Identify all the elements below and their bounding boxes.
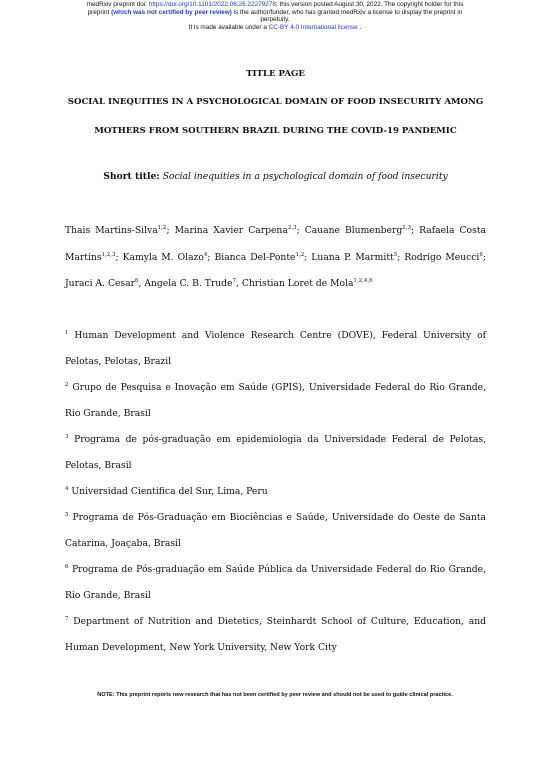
affiliation-list bbox=[65, 323, 486, 661]
author-name: Christian Loret de Mola bbox=[241, 278, 354, 289]
author-affiliation-marker: 7 bbox=[232, 278, 236, 284]
author-separator: ; bbox=[397, 251, 405, 263]
affiliation-number: 2 bbox=[65, 382, 69, 388]
author-name: Luana P. Marmitt bbox=[311, 251, 394, 263]
page-label: TITLE PAGE bbox=[246, 69, 305, 79]
author-affiliation-marker: 5 bbox=[393, 251, 398, 258]
affiliation-text: Universidad Cientifica del Sur, Lima, Peru bbox=[71, 486, 268, 497]
license-link[interactable]: CC-BY 4.0 International license bbox=[268, 23, 358, 31]
affiliation-number: 1 bbox=[65, 330, 69, 336]
author-affiliation-marker: 4 bbox=[203, 251, 208, 258]
paper-title-line-2: MOTHERS FROM SOUTHERN BRAZIL DURING THE COVID-19 PANDEMIC bbox=[94, 126, 457, 136]
affiliation-text: Programa de Pós-graduação em Saúde Pública da Universidade Federal do Rio Grande, Rio Grande, Brasil bbox=[65, 564, 486, 601]
author-name: Juraci A. Cesar bbox=[65, 278, 136, 289]
author-separator: , bbox=[138, 278, 145, 289]
title-block bbox=[65, 68, 486, 137]
author-separator: ; bbox=[115, 251, 123, 263]
affiliation-number: 3 bbox=[65, 434, 69, 440]
affiliation-number: 6 bbox=[65, 564, 69, 570]
affiliation-item bbox=[65, 479, 486, 505]
affiliation-text: Department of Nutrition and Dietetics, Steinhardt School of Culture, Education, and Human Development, New York University, New York City bbox=[65, 616, 486, 653]
affiliation-item bbox=[65, 375, 486, 427]
author-affiliation-marker: 1,2,3 bbox=[101, 251, 116, 258]
affiliation-text: Human Development and Violence Research Centre (DOVE), Federal University of Pelotas, Pelotas, Brazil bbox=[65, 330, 486, 367]
affiliation-item bbox=[65, 557, 486, 609]
author-name: Marina Xavier Carpena bbox=[174, 225, 288, 236]
affiliation-item bbox=[65, 323, 486, 375]
footer-note: NOTE: This preprint reports new research that has not been certified by peer review and should not be used to guide clinical practice. bbox=[97, 692, 453, 698]
author-name: Cauane Blumenberg bbox=[304, 225, 403, 236]
author-separator: ; bbox=[482, 251, 486, 263]
author-name: Angela C. B. Trude bbox=[144, 278, 233, 289]
author-list bbox=[65, 218, 486, 298]
author-affiliation-marker: 1,2 bbox=[157, 225, 167, 231]
author-affiliation-marker: 6 bbox=[479, 251, 483, 258]
short-title bbox=[65, 171, 486, 182]
paper-title-line-1: SOCIAL INEQUITIES IN A PSYCHOLOGICAL DOMAIN OF FOOD INSECURITY AMONG bbox=[67, 97, 484, 107]
author-affiliation-marker: 1,2 bbox=[295, 251, 305, 258]
header-line-4: It is made available under a CC-BY 4.0 International license . bbox=[188, 23, 362, 31]
header-line-2: preprint (which was not certified by peer review) is the author/funder, who has granted medRxiv a license to display the preprint in bbox=[87, 8, 463, 16]
affiliation-text: Programa de pós-graduação em epidemiologia da Universidade Federal de Pelotas, Pelotas, Brasil bbox=[65, 434, 487, 471]
affiliation-text: Programa de Pós-Graduação em Biociências e Saúde, Universidade do Oeste de Santa Catarina, Joaçaba, Brasil bbox=[65, 512, 486, 549]
affiliation-number: 5 bbox=[65, 512, 69, 518]
author-name: Kamyla M. Olazo bbox=[122, 251, 204, 263]
author-separator: ; bbox=[296, 225, 305, 236]
affiliation-item bbox=[65, 505, 486, 557]
author-separator: ; bbox=[166, 225, 175, 236]
author-separator: ; bbox=[304, 251, 312, 263]
affiliation-number: 7 bbox=[65, 616, 69, 622]
affiliation-item bbox=[65, 609, 486, 661]
preprint-header bbox=[0, 1, 550, 31]
author-name: Bianca Del-Ponte bbox=[214, 251, 296, 263]
author-affiliation-marker: 6 bbox=[135, 278, 139, 284]
short-title-text: Social inequities in a psychological domain of food insecurity bbox=[162, 171, 448, 182]
author-separator: , bbox=[235, 278, 242, 289]
author-separator: ; bbox=[207, 251, 215, 263]
author-separator: ; bbox=[411, 225, 420, 236]
affiliation-text: Grupo de Pesquisa e Inovação em Saúde (GPIS), Universidade Federal do Rio Grande, Rio Grande, Brasil bbox=[65, 382, 486, 419]
doi-link[interactable]: https://doi.org/10.1101/2022.08.26.22279278 bbox=[148, 1, 276, 8]
author-name: Thais Martins-Silva bbox=[65, 225, 158, 236]
affiliation-item bbox=[65, 427, 486, 479]
author-name: Rodrigo Meucci bbox=[404, 251, 480, 263]
affiliation-number: 4 bbox=[65, 486, 69, 492]
author-name: Rafaela Costa Martins bbox=[65, 225, 486, 263]
author-affiliation-marker: 2,3 bbox=[402, 225, 412, 231]
author-affiliation-marker: 2,3 bbox=[287, 225, 297, 231]
peer-review-notice: (which was not certified by peer review) bbox=[111, 8, 232, 16]
short-title-label: Short title: bbox=[103, 171, 160, 182]
author-affiliation-marker: 1,2,4,6 bbox=[353, 278, 373, 284]
header-line-3: perpetuity. bbox=[260, 16, 290, 24]
header-line-1: medRxiv preprint doi: https://doi.org/10.1101/2022.08.26.22279278; this version posted August 30, 2022. The copyright holder for this bbox=[86, 1, 464, 8]
